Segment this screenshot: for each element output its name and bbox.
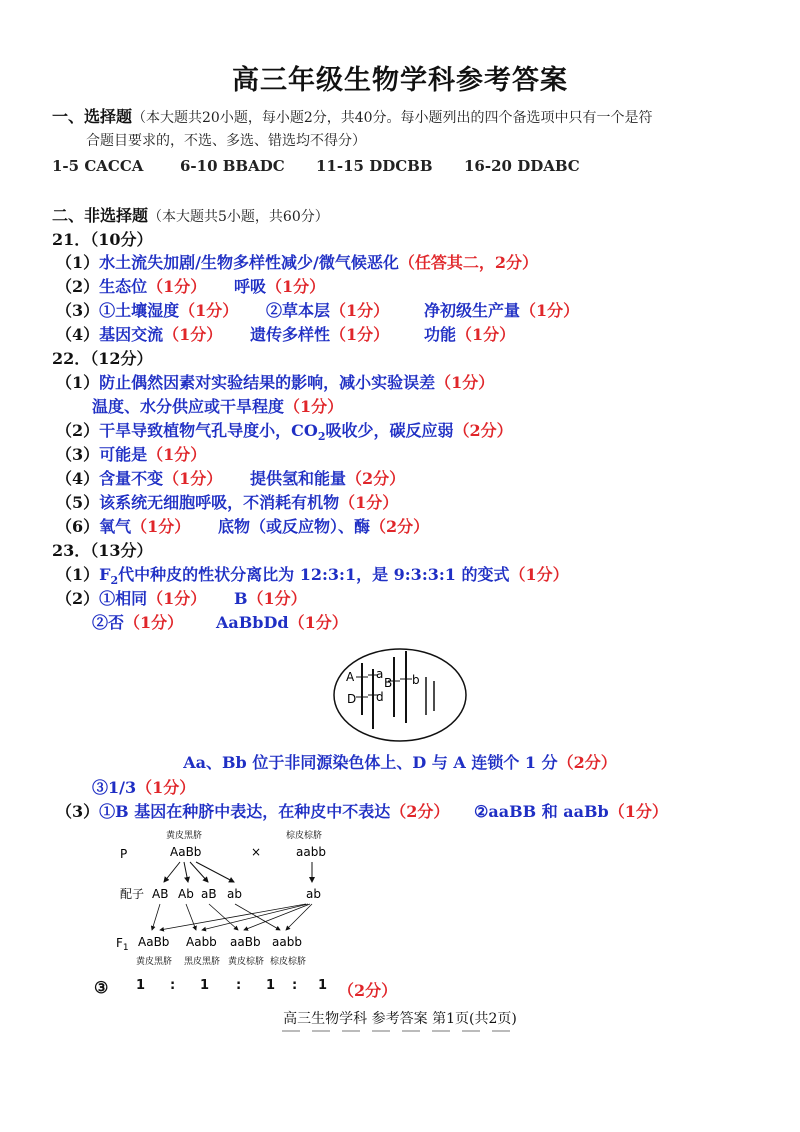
q21-line4	[56, 322, 222, 345]
q23-l3-b-score: （1分）	[608, 802, 668, 821]
q23-l2c-a: ③1/3	[92, 778, 137, 797]
ratio-value-2: 1	[200, 978, 210, 993]
section1-note: （本大题共20小题，每小题2分，共40分。每小题列出的四个备选项中只有一个是符	[132, 110, 653, 126]
q22-l2-subscript: 2	[317, 430, 326, 444]
section1-heading: 一、选择题	[52, 107, 133, 126]
q22-l6-a: 氧气	[99, 517, 132, 536]
section2-note: （本大题共5小题，共60分）	[148, 209, 329, 225]
f1-label: $F_1$	[116, 936, 129, 953]
mc-answer-3: 11-15 DDCBB	[316, 157, 433, 175]
allele-label-A: A	[346, 670, 355, 684]
gamete2-ab: ab	[306, 887, 321, 901]
q22-l4-b: 提供氢和能量	[250, 469, 347, 488]
arrow-p-AB	[164, 862, 180, 882]
ratio-value-3: 1	[266, 978, 276, 993]
q22-l1b-score: （1分）	[284, 397, 344, 416]
q23-l2b-b: AaBbDd	[216, 613, 289, 632]
q23-l1-subscript: 2	[110, 574, 119, 588]
arrow-Ab-F1	[186, 904, 196, 930]
ratio-sep-2: :	[236, 978, 242, 993]
q21-l4-c: 功能	[424, 325, 457, 344]
ratio-number: ③	[94, 978, 109, 997]
section2-heading-line	[52, 203, 329, 226]
q22-label: 22．（12分）	[52, 349, 153, 368]
cell-chromosome-diagram	[330, 645, 470, 745]
q21-l3-b-score: （1分）	[330, 301, 390, 320]
q22-l2-score: （2分）	[453, 421, 513, 440]
q22-l3-number: （3）	[56, 445, 100, 464]
arrow-AB-F1	[152, 904, 160, 930]
parent1-genotype: AaBb	[170, 845, 202, 859]
q22-line4-b	[250, 466, 405, 489]
q22-l4-a: 含量不变	[99, 469, 164, 488]
arrow-p-aB	[190, 862, 208, 882]
page-footer: 高三生物学科 参考答案 第1页(共2页)	[283, 1011, 517, 1027]
q23-line2-b	[234, 586, 307, 609]
diagram-caption	[0, 750, 800, 773]
q22-line2	[56, 418, 513, 443]
ratio-sep-3: :	[292, 978, 298, 993]
q21-l1-number: （1）	[56, 253, 100, 272]
q22-line5	[56, 490, 398, 513]
mc-answer-2: 6-10 BBADC	[180, 157, 285, 175]
q22-l6-a-score: （1分）	[131, 517, 191, 536]
q23-line3-b	[474, 799, 668, 822]
q23-l3-a-score: （2分）	[390, 802, 450, 821]
gamete-AB: AB	[152, 887, 169, 901]
q21-l3-a: ①土壤湿度	[99, 301, 180, 320]
q22-line6-b	[218, 514, 429, 537]
q21-l3-number: （3）	[56, 301, 100, 320]
q23-l2-b-score: （1分）	[247, 589, 307, 608]
q21-l2-b-score: （1分）	[266, 277, 326, 296]
gamete-ab: ab	[227, 887, 242, 901]
q22-line6	[56, 514, 190, 537]
q23-line2b-b	[216, 610, 348, 633]
q21-l2-b: 呼吸	[234, 277, 267, 296]
q22-l2-number: （2）	[56, 421, 100, 440]
footer-scan-artifact	[282, 1030, 518, 1032]
gamete-label: 配子	[120, 887, 145, 901]
gamete-aB: aB	[201, 887, 217, 901]
q21-l4-c-score: （1分）	[456, 325, 516, 344]
q23-l1-score: （1分）	[509, 565, 569, 584]
offspring-genotype-3: aaBb	[230, 935, 261, 949]
q22-l2-text1: 干旱导致植物气孔导度小，CO	[99, 421, 318, 440]
q23-line2c	[92, 775, 195, 798]
offspring-phenotype-1: 黄皮黑脐	[136, 957, 173, 967]
parent1-phenotype: 黄皮黑脐	[166, 831, 203, 841]
p-label: P	[120, 847, 128, 861]
ratio-value-1: 1	[136, 978, 146, 993]
q23-line1	[56, 562, 569, 587]
genetic-cross-diagram	[110, 826, 410, 971]
allele-label-b: b	[412, 673, 420, 687]
q23-l3-a: ①B 基因在种脐中表达，在种皮中不表达	[99, 802, 391, 821]
q22-l5-score: （1分）	[339, 493, 399, 512]
q22-l1-score: （1分）	[435, 373, 495, 392]
q22-l1b-text: 温度、水分供应或干旱程度	[92, 397, 285, 416]
page-title: 高三年级生物学科参考答案	[232, 65, 568, 96]
q21-line2	[56, 274, 206, 297]
q23-l2c-a-score: （1分）	[136, 778, 196, 797]
q23-l2-number: （2）	[56, 589, 100, 608]
q21-l4-number: （4）	[56, 325, 100, 344]
q23-line2	[56, 586, 206, 609]
parent2-phenotype: 棕皮棕脐	[286, 831, 323, 841]
q21-line3	[56, 298, 238, 321]
diagram-caption-score: （2分）	[557, 753, 617, 772]
q23-l3-number: （3）	[56, 802, 100, 821]
q22-l3-text: 可能是	[99, 445, 148, 464]
q22-l5-number: （5）	[56, 493, 100, 512]
q22-l6-b: 底物（或反应物）、酶	[218, 517, 371, 536]
q23-l2-b: B	[234, 589, 248, 608]
q22-l1-text: 防止偶然因素对实验结果的影响，减小实验误差	[99, 373, 436, 392]
q23-l2-a-score: （1分）	[147, 589, 207, 608]
q21-l4-a-score: （1分）	[163, 325, 223, 344]
allele-label-D: D	[347, 692, 357, 706]
diagram-caption-text: Aa、Bb 位于非同源染色体上、D 与 A 连锁个 1 分	[183, 753, 558, 772]
q21-line3-b	[266, 298, 389, 321]
offspring-phenotype-4: 棕皮棕脐	[270, 957, 307, 967]
q22-line1	[56, 370, 494, 393]
q21-l4-a: 基因交流	[99, 325, 164, 344]
q23-l1-f: F	[99, 565, 111, 584]
offspring-genotype-2: Aabb	[186, 935, 217, 949]
q21-l3-c-score: （1分）	[520, 301, 580, 320]
q22-line4	[56, 466, 222, 489]
ratio-sep-1: :	[170, 978, 176, 993]
section2-heading: 二、非选择题	[52, 206, 149, 225]
q21-l4-b-score: （1分）	[330, 325, 390, 344]
q23-l1-number: （1）	[56, 565, 100, 584]
arrow-g2-aabb	[286, 904, 312, 930]
q22-l4-a-score: （1分）	[163, 469, 223, 488]
allele-label-d: d	[376, 690, 384, 704]
parent2-genotype: aabb	[296, 845, 326, 859]
q23-l2b-a: ②否	[92, 613, 125, 632]
q22-line1b	[92, 394, 343, 417]
mc-answer-1: 1-5 CACCA	[52, 157, 144, 175]
allele-label-a: a	[376, 667, 384, 681]
q21-l3-b: ②草本层	[266, 301, 331, 320]
ratio-score: （2分）	[338, 981, 398, 1000]
offspring-phenotype-3: 黄皮棕脐	[228, 957, 265, 967]
q21-l2-a: 生态位	[99, 277, 148, 296]
arrow-g2-AaBb	[160, 904, 306, 930]
q23-l2-a: ①相同	[99, 589, 148, 608]
q21-l2-number: （2）	[56, 277, 100, 296]
section1-note-line2: 合题目要求的，不选、多选、错选均不得分）	[86, 133, 366, 149]
allele-label-B: B	[384, 676, 393, 690]
q22-l6-b-score: （2分）	[370, 517, 430, 536]
q21-line2-b	[234, 274, 325, 297]
q23-line3	[56, 799, 449, 822]
q21-l2-a-score: （1分）	[147, 277, 207, 296]
q22-l1-number: （1）	[56, 373, 100, 392]
offspring-genotype-4: aabb	[272, 935, 302, 949]
q21-l3-a-score: （1分）	[179, 301, 239, 320]
q22-line3	[56, 442, 206, 465]
cross-symbol: ×	[251, 845, 262, 859]
arrow-p-ab	[196, 862, 234, 882]
section1-heading-line	[52, 104, 653, 127]
q22-l3-score: （1分）	[147, 445, 207, 464]
offspring-phenotype-2: 黑皮黑脐	[184, 957, 221, 967]
q22-l6-number: （6）	[56, 517, 100, 536]
q22-l4-b-score: （2分）	[346, 469, 406, 488]
ratio-value-4: 1	[318, 978, 328, 993]
q21-l3-c: 净初级生产量	[424, 301, 521, 320]
q23-l3-b: ②aaBB 和 aaBb	[474, 802, 609, 821]
q23-l2b-b-score: （1分）	[288, 613, 348, 632]
q21-line1	[56, 250, 538, 273]
q23-line2b	[92, 610, 183, 633]
q22-l5-text: 该系统无细胞呼吸，不消耗有机物	[99, 493, 340, 512]
q23-l1-text: 代中种皮的性状分离比为 12:3:1，是 9:3:3:1 的变式	[118, 565, 510, 584]
mc-answer-4: 16-20 DDABC	[464, 157, 580, 175]
arrow-g2-Aabb	[202, 904, 308, 930]
q21-label: 21．（10分）	[52, 230, 153, 249]
gamete-Ab: Ab	[178, 887, 194, 901]
offspring-genotype-1: AaBb	[138, 935, 170, 949]
arrow-ab-F1	[235, 904, 280, 930]
q21-line3-c	[424, 298, 579, 321]
arrow-p-Ab	[184, 862, 188, 882]
q21-line4-c	[424, 322, 515, 345]
q21-l4-b: 遗传多样性	[250, 325, 331, 344]
q21-l1-text: 水土流失加剧/生物多样性减少/微气候恶化	[99, 253, 399, 272]
q23-label: 23．（13分）	[52, 541, 153, 560]
q23-l2b-a-score: （1分）	[124, 613, 184, 632]
q22-l4-number: （4）	[56, 469, 100, 488]
q21-line4-b	[250, 322, 389, 345]
q22-l2-text2: 吸收少，碳反应弱	[325, 421, 454, 440]
q21-l1-score: （任答其二，2分）	[398, 253, 538, 272]
